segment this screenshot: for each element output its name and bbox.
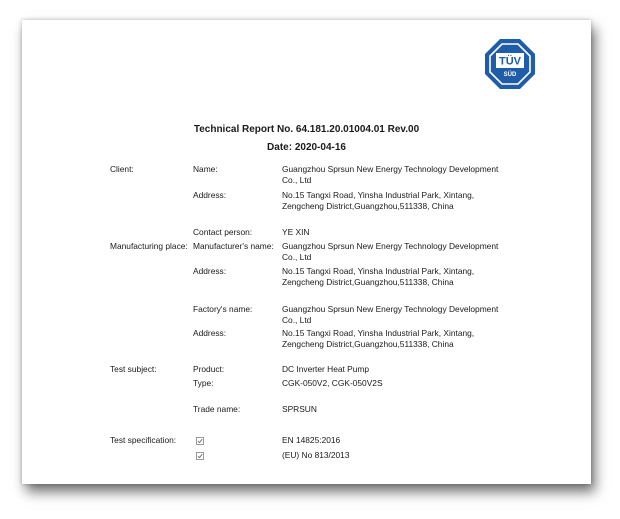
product-value: DC Inverter Heat Pump xyxy=(282,364,370,374)
spec-checkbox-2[interactable] xyxy=(196,452,204,460)
factory-address-line2: Zengcheng District,Guangzhou,511338, China xyxy=(282,339,454,349)
type-label: Type: xyxy=(193,378,214,388)
spec-item-2-label: (EU) No 813/2013 xyxy=(282,450,350,460)
spec-item-1-label: EN 14825:2016 xyxy=(282,435,341,445)
spec-checkbox-1[interactable] xyxy=(196,437,204,445)
client-name-line2: Co., Ltd xyxy=(282,175,312,185)
manufacturer-address-line2: Zengcheng District,Guangzhou,511338, China xyxy=(282,277,454,287)
factory-name-line2: Co., Ltd xyxy=(282,315,312,325)
test-specification-section-label: Test specification: xyxy=(110,435,177,445)
product-label: Product: xyxy=(193,364,225,374)
report-title: Technical Report No. 64.181.20.01004.01 Rev.00 xyxy=(193,124,420,135)
factory-name-label: Factory's name: xyxy=(193,304,253,314)
client-address-line1: No.15 Tangxi Road, Yinsha Industrial Park, Xintang, xyxy=(282,190,475,200)
test-subject-section-label: Test subject: xyxy=(110,364,157,374)
checkmark-icon xyxy=(197,453,203,459)
manufacturer-name-label: Manufacturer's name: xyxy=(193,241,274,251)
trade-name-label: Trade name: xyxy=(193,404,241,414)
contact-person-value: YE XIN xyxy=(282,227,310,237)
client-address-label: Address: xyxy=(193,190,227,200)
type-value: CGK-050V2, CGK-050V2S xyxy=(282,378,383,388)
manufacturing-section-label: Manufacturing place: xyxy=(110,241,188,251)
factory-name-line1: Guangzhou Sprsun New Energy Technology Development xyxy=(282,304,499,314)
client-name-label: Name: xyxy=(193,164,218,174)
report-page xyxy=(22,20,591,484)
report-date: Date: 2020-04-16 xyxy=(267,142,346,153)
manufacturer-address-line1: No.15 Tangxi Road, Yinsha Industrial Park, Xintang, xyxy=(282,266,475,276)
tuv-sud-logo xyxy=(482,36,538,92)
factory-address-label: Address: xyxy=(193,328,227,338)
logo-bottom-text: SÜD xyxy=(503,72,517,78)
client-name-line1: Guangzhou Sprsun New Energy Technology Development xyxy=(282,164,499,174)
logo-top-text: TÜV xyxy=(499,55,521,68)
client-address-line2: Zengcheng District,Guangzhou,511338, China xyxy=(282,201,454,211)
client-section-label: Client: xyxy=(110,164,134,174)
factory-address-line1: No.15 Tangxi Road, Yinsha Industrial Park, Xintang, xyxy=(282,328,475,338)
manufacturer-address-label: Address: xyxy=(193,266,227,276)
checkmark-icon xyxy=(197,438,203,444)
manufacturer-name-line1: Guangzhou Sprsun New Energy Technology Development xyxy=(282,241,499,251)
manufacturer-name-line2: Co., Ltd xyxy=(282,252,312,262)
trade-name-value: SPRSUN xyxy=(282,404,317,414)
contact-person-label: Contact person: xyxy=(193,227,253,237)
